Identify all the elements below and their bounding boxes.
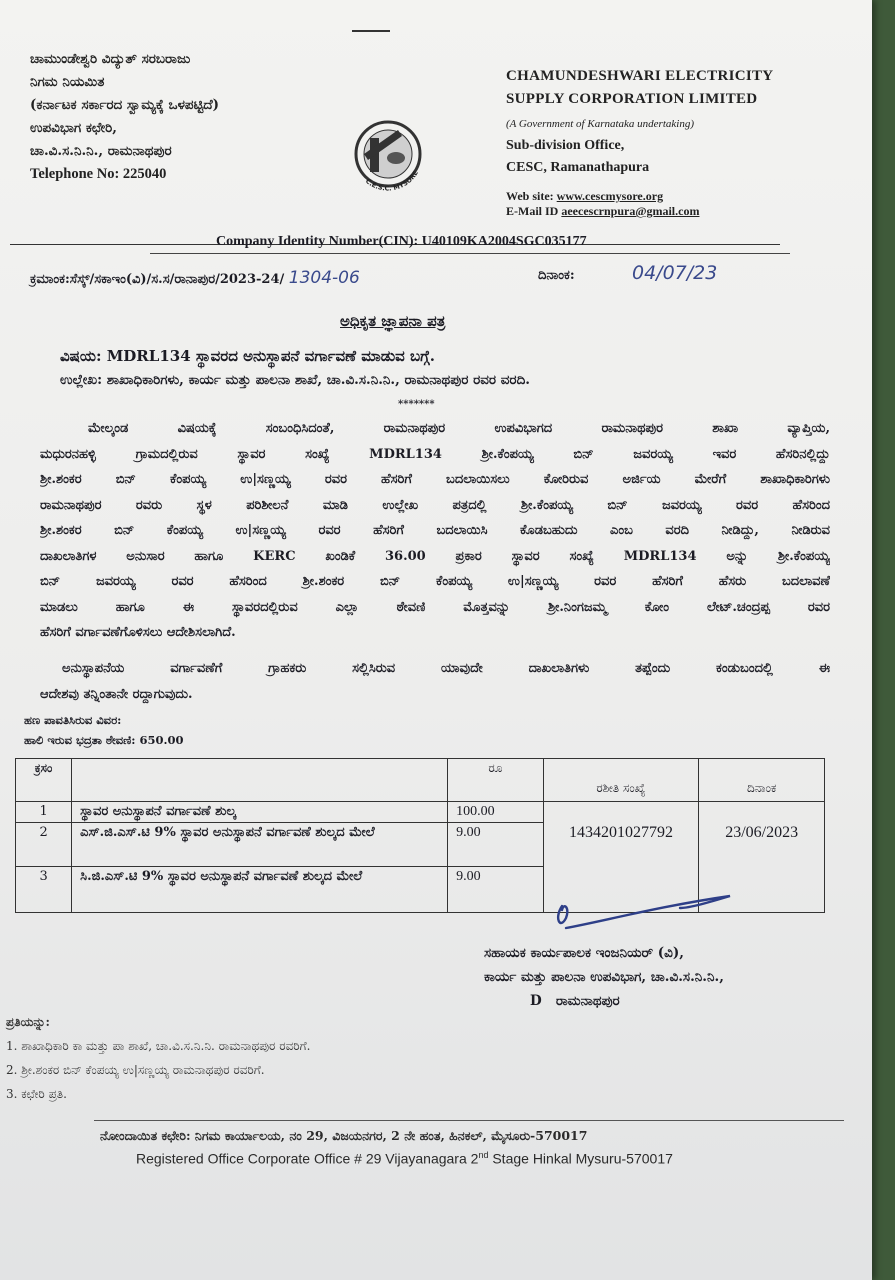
column-header: ರಶೀತಿ ಸಂಖ್ಯೆ	[543, 759, 699, 802]
copies-label: ಪ್ರತಿಯನ್ನು:	[6, 1015, 50, 1029]
body-line: ರಾಮನಾಥಪುರ ರವರು ಸ್ಥಳ ಪರಿಶೀಲನೆ ಮಾಡಿ ಉಲ್ಲೇಖ ಪತ್ರದಲ್ಲಿ ಶ್ರೀ.ಕೆಂಪಯ್ಯ ಬಿನ್ ಜವರಯ್ಯ ರವರ ಹೆಸರಿಂದ	[40, 497, 830, 513]
column-header: ಕ್ರಸಂ	[16, 759, 72, 802]
telephone: Telephone No: 225040	[30, 166, 167, 182]
email-line	[506, 204, 806, 219]
letterhead-line: ಚಾಮುಂಡೇಶ್ವರಿ ವಿದ್ಯುತ್ ಸರಬರಾಜು	[30, 51, 191, 67]
footer-divider	[94, 1120, 844, 1121]
copy-item: 2. ಶ್ರೀ.ಶಂಕರ ಬಿನ್ ಕೆಂಪಯ್ಯ ಉ|ಸಣ್ಣಯ್ಯ ರಾಮನಾಥಪುರ ರವರಿಗೆ.	[6, 1063, 265, 1077]
letterhead-line: (ಕರ್ನಾಟಕ ಸರ್ಕಾರದ ಸ್ವಾಮ್ಯಕ್ಕೆ ಒಳಪಟ್ಟಿದೆ)	[30, 97, 220, 113]
date-label: ದಿನಾಂಕ:	[538, 268, 575, 283]
email-label: E-Mail ID	[506, 204, 559, 218]
date-handwritten: 04/07/23	[632, 262, 718, 284]
body-line: ಹೆಸರಿಗೆ ವರ್ಗಾವಣೆಗೊಳಿಸಲು ಆದೇಶಿಸಲಾಗಿದೆ.	[40, 625, 236, 640]
fees-heading	[24, 710, 184, 750]
row-amount: 9.00	[448, 823, 543, 867]
letterhead-line: ಚಾ.ವಿ.ಸ.ನಿ.ನಿ., ರಾಮನಾಥಪುರ	[30, 143, 172, 159]
cesc-logo	[338, 110, 438, 196]
row-amount: 9.00	[448, 867, 543, 913]
cin-number: Company Identity Number(CIN): U40109KA2004SGC035177	[216, 234, 587, 249]
security-deposit: ಹಾಲಿ ಇರುವ ಭದ್ರತಾ ಠೇವಣಿ: 650.00	[24, 733, 184, 747]
top-mark	[352, 30, 390, 32]
table-row	[16, 802, 825, 823]
signatory-office: ಕಾರ್ಯ ಮತ್ತು ಪಾಲನಾ ಉಪವಿಭಾಗ, ಚಾ.ವಿ.ಸ.ನಿ.ನಿ.,	[484, 969, 724, 985]
company-name-line2: SUPPLY CORPORATION LIMITED	[506, 91, 758, 107]
logo-text: C.E.S.C. MYSORE	[363, 169, 420, 193]
footer-english-sup: nd	[478, 1150, 489, 1160]
document-title: ಅಧಿಕೃತ ಜ್ಞಾಪನಾ ಪತ್ರ	[340, 312, 446, 330]
office-place: CESC, Ramanathapura	[506, 160, 650, 175]
row-amount: 100.00	[448, 802, 543, 823]
signatory-place-line	[484, 989, 724, 1013]
ref-divider	[150, 253, 790, 254]
row-desc: ಎಸ್.ಜಿ.ಎಸ್.ಟಿ 9% ಸ್ಥಾವರ ಅನುಸ್ಥಾಪನೆ ವರ್ಗಾವಣೆ ಶುಲ್ಕದ ಮೇಲೆ	[72, 823, 448, 867]
body-paragraph	[40, 416, 830, 646]
website-label: Web site:	[506, 189, 554, 203]
footer-kannada: ನೋಂದಾಯಿತ ಕಛೇರಿ: ನಿಗಮ ಕಾರ್ಯಾಲಯ, ನಂ 29, ವಿಜಯನಗರ, 2 ನೇ ಹಂತ, ಹಿನಕಲ್, ಮೈಸೂರು-570017	[100, 1128, 588, 1143]
fees-title: ಹಣ ಪಾವತಿಸಿರುವ ವಿವರ:	[24, 713, 122, 727]
table-header-row	[16, 759, 825, 802]
office-name: Sub-division Office,	[506, 138, 625, 153]
email-link[interactable]: aeecescrnpura@gmail.com	[561, 204, 700, 218]
body-line: ಮಾಡಲು ಹಾಗೂ ಈ ಸ್ಥಾವರದಲ್ಲಿರುವ ಎಲ್ಲಾ ಠೇವಣಿ ಮೊತ್ತವನ್ನು ಶ್ರೀ.ನಿಂಗಜಮ್ಮ ಕೋಂ ಲೇಟ್.ಚಂದ್ರಪ್ಪ ರವರ	[40, 599, 830, 615]
note-line: ಆದೇಶವು ತನ್ನಿಂತಾನೇ ರದ್ದಾಗುವುದು.	[40, 686, 193, 702]
body-line: ಶ್ರೀ.ಶಂಕರ ಬಿನ್ ಕೆಂಪಯ್ಯ ಉ|ಸಣ್ಣಯ್ಯ ರವರ ಹೆಸರಿಗೆ ಬದಲಾಯಿಸಲು ಕೋರಿರುವ ಅರ್ಜಿಯ ಮೇರೆಗೆ ಶಾಖಾಧಿಕಾರಿಗಳು	[40, 472, 830, 487]
website-link[interactable]: www.cescmysore.org	[556, 189, 664, 203]
row-sn: 1	[16, 802, 72, 823]
letterhead-kannada	[30, 48, 330, 186]
row-sn: 2	[16, 823, 72, 867]
receipt-date: 23/06/2023	[699, 802, 825, 913]
signature	[540, 888, 740, 948]
body-line: ಮೇಲ್ಕಂಡ ವಿಷಯಕ್ಕೆ ಸಂಬಂಧಿಸಿದಂತೆ, ರಾಮನಾಥಪುರ ಉಪವಿಭಾಗದ ರಾಮನಾಥಪುರ ಶಾಖಾ ವ್ಯಾಪ್ತಿಯ,	[88, 421, 830, 436]
body-line: ಶ್ರೀ.ಶಂಕರ ಬಿನ್ ಕೆಂಪಯ್ಯ ಉ|ಸಣ್ಣಯ್ಯ ರವರ ಹೆಸರಿಗೆ ಬದಲಾಯಿಸಿ ಕೊಡಬಹುದು ಎಂಬ ವರದಿ ನೀಡಿದ್ದು, ನೀಡಿರುವ	[40, 523, 830, 538]
row-desc: ಸಿ.ಜಿ.ಎಸ್.ಟಿ 9% ಸ್ಥಾವರ ಅನುಸ್ಥಾಪನೆ ವರ್ಗಾವಣೆ ಶುಲ್ಕದ ಮೇಲೆ	[72, 867, 448, 913]
letterhead-line: ನಿಗಮ ನಿಯಮಿತ	[30, 74, 105, 90]
footer-english	[136, 1150, 673, 1167]
column-header: ರೂ	[448, 759, 543, 802]
website-line	[506, 189, 806, 204]
row-desc: ಸ್ಥಾವರ ಅನುಸ್ಥಾಪನೆ ವರ್ಗಾವಣೆ ಶುಲ್ಕ	[72, 802, 448, 823]
footer-english-pre: Registered Office Corporate Office # 29 Vijayanagara 2	[136, 1150, 479, 1167]
note-paragraph	[40, 656, 830, 707]
note-line: ಅನುಸ್ಥಾಪನೆಯ ವರ್ಗಾವಣೆಗೆ ಗ್ರಾಹಕರು ಸಲ್ಲಿಸಿರುವ ಯಾವುದೇ ದಾಖಲಾತಿಗಳು ತಪ್ಪೆಂದು ಕಂಡುಬಂದಲ್ಲಿ ಈ	[62, 661, 830, 676]
footer-english-post: Stage Hinkal Mysuru-570017	[488, 1150, 673, 1167]
reference-number	[30, 268, 360, 288]
government-undertaking: (A Government of Karnataka undertaking)	[506, 118, 694, 130]
reference-handwritten: 1304-06	[288, 268, 360, 288]
body-line: ಮಧುರನಹಳ್ಳಿ ಗ್ರಾಮದಲ್ಲಿರುವ ಸ್ಥಾವರ ಸಂಖ್ಯೆ MDRL134 ಶ್ರೀ.ಕೆಂಪಯ್ಯ ಬಿನ್ ಜವರಯ್ಯ ಇವರ ಹೆಸರಿನಲ್ಲಿದ್ದು	[40, 446, 830, 462]
reference-line: ಉಲ್ಲೇಖ: ಶಾಖಾಧಿಕಾರಿಗಳು, ಕಾರ್ಯ ಮತ್ತು ಪಾಲನಾ ಶಾಖೆ, ಚಾ.ವಿ.ಸ.ನಿ.ನಿ., ರಾಮನಾಥಪುರ ರವರ ವರದಿ.	[60, 372, 530, 388]
copy-item: 1. ಶಾಖಾಧಿಕಾರಿ ಕಾ ಮತ್ತು ಪಾ ಶಾಖೆ, ಚಾ.ವಿ.ಸ.ನಿ.ನಿ. ರಾಮನಾಥಪುರ ರವರಿಗೆ.	[6, 1039, 311, 1053]
signatory-block	[484, 941, 724, 1013]
initial-mark: D	[530, 993, 542, 1009]
copies-block	[6, 1010, 310, 1106]
signatory-designation: ಸಹಾಯಕ ಕಾರ್ಯಪಾಲಕ ಇಂಜನಿಯರ್ (ವಿ),	[484, 945, 684, 961]
column-header	[72, 759, 448, 802]
body-line: ದಾಖಲಾತಿಗಳ ಅನುಸಾರ ಹಾಗೂ KERC ಖಂಡಿಕೆ 36.00 ಪ್ರಕಾರ ಸ್ಥಾವರ ಸಂಖ್ಯೆ MDRL134 ಅನ್ನು ಶ್ರೀ.ಕೆಂಪಯ್ಯ	[40, 548, 830, 564]
company-name-line1: CHAMUNDESHWARI ELECTRICITY	[506, 68, 774, 84]
subject-line: ವಿಷಯ: MDRL134 ಸ್ಥಾವರದ ಅನುಸ್ಥಾಪನೆ ವರ್ಗಾವಣೆ ಮಾಡುವ ಬಗ್ಗೆ.	[60, 347, 435, 365]
separator-stars: *******	[398, 399, 435, 410]
receipt-number: 1434201027792	[543, 802, 699, 913]
copy-item: 3. ಕಛೇರಿ ಪ್ರತಿ.	[6, 1087, 67, 1101]
reference-prefix: ಕ್ರಮಾಂಕ:ಸೆಸ್ಕ್/ಸಕಾಇಂ(ವಿ)/ಸ.ಸ/ರಾನಾಪುರ/2023-24/	[30, 272, 285, 287]
body-line: ಬಿನ್ ಜವರಯ್ಯ ರವರ ಹೆಸರಿಂದ ಶ್ರೀ.ಶಂಕರ ಬಿನ್ ಕೆಂಪಯ್ಯ ಉ|ಸಣ್ಣಯ್ಯ ರವರ ಹೆಸರಿಗೆ ಹೆಸರು ಬದಲಾವಣೆ	[40, 574, 830, 589]
column-header: ದಿನಾಂಕ	[699, 759, 825, 802]
letterhead-line: ಉಪವಿಭಾಗ ಕಛೇರಿ,	[30, 120, 117, 136]
letterhead-english	[506, 68, 806, 219]
row-sn: 3	[16, 867, 72, 913]
signatory-place: ರಾಮನಾಥಪುರ	[555, 993, 620, 1009]
